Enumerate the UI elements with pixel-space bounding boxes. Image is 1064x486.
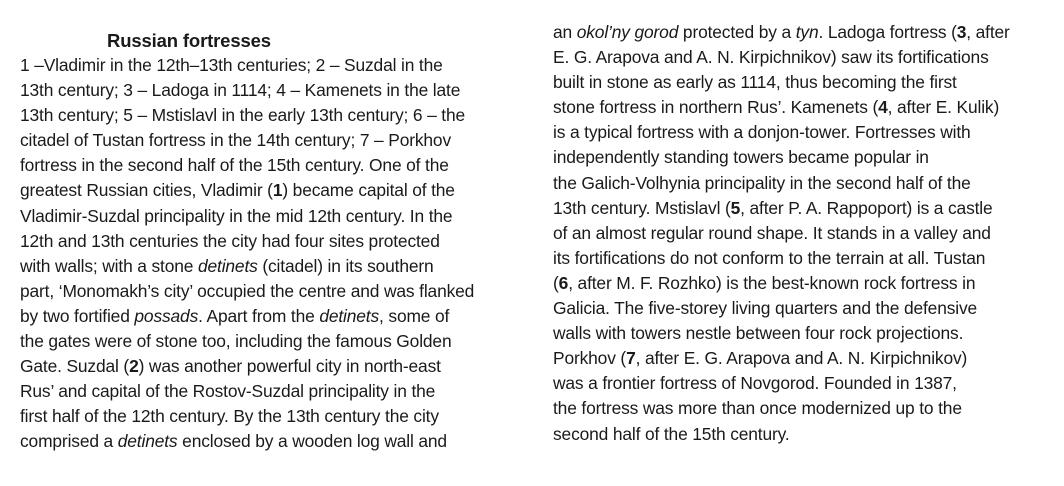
right-column-line	[553, 145, 1058, 170]
text-run: by two fortified	[20, 305, 135, 326]
figure-number: 5	[730, 197, 741, 218]
text-run: with walls; with a stone	[20, 255, 198, 276]
italic-term: detinets	[197, 255, 258, 276]
right-column-line	[553, 45, 1058, 70]
right-column-line	[553, 171, 1058, 196]
right-column-line	[553, 296, 1058, 321]
text-run: , after E. G. Arapova and A. N. Kirpichnikov)	[635, 348, 968, 369]
text-run: is a typical fortress with a donjon-tower. Fortresses with	[553, 122, 971, 143]
left-column-line	[20, 153, 525, 178]
left-column-line	[20, 229, 525, 254]
left-column-line	[20, 178, 525, 203]
text-run: Gate. Suzdal (	[20, 356, 130, 377]
right-column-text	[553, 20, 1058, 447]
text-run: the Galich-Volhynia principality in the second half of the	[553, 172, 971, 193]
left-column-line	[20, 204, 525, 229]
text-run: , after E. Kulik)	[887, 97, 1000, 118]
text-run: Porkhov (	[553, 348, 627, 369]
text-run: first half of the 12th century. By the 13th century the city	[20, 406, 439, 427]
text-run: 1 –Vladimir in the 12th–13th centuries; 2 – Suzdal in the	[20, 55, 443, 75]
text-run: independently standing towers became popular in	[553, 147, 929, 168]
left-column-line	[20, 279, 525, 304]
text-run: part, ‘Monomakh’s city’ occupied the centre and was flanked	[20, 280, 475, 301]
text-run: 13th century; 3 – Ladoga in 1114; 4 – Kamenets in the late	[20, 80, 461, 101]
text-run: , some of	[379, 305, 450, 326]
left-column-line	[20, 379, 525, 404]
text-run: fortress in the second half of the 15th century. One of the	[20, 155, 449, 176]
text-run: of an almost regular round shape. It stands in a valley and	[553, 222, 991, 243]
text-run: ) was another powerful city in north-east	[138, 356, 441, 377]
text-run: 12th and 13th centuries the city had four sites protected	[20, 230, 440, 251]
figure-number: 3	[956, 22, 967, 42]
text-run: (citadel) in its southern	[257, 255, 434, 276]
text-run: E. G. Arapova and A. N. Kirpichnikov) saw its fortifications	[553, 47, 989, 68]
left-column-line	[20, 329, 525, 354]
right-column-line	[553, 271, 1058, 296]
figure-number: 4	[878, 97, 888, 118]
figure-number: 1	[272, 180, 283, 201]
text-run: 13th century; 5 – Mstislavl in the early 13th century; 6 – the	[20, 105, 466, 126]
left-column-line	[20, 78, 525, 103]
left-column-line	[20, 354, 525, 379]
text-run: ) became capital of the	[282, 180, 455, 201]
right-column-line	[553, 396, 1058, 421]
right-column-line	[553, 70, 1058, 95]
section-title: Russian fortresses	[107, 30, 271, 51]
italic-term: okol’ny gorod	[576, 22, 679, 42]
left-column-line	[20, 128, 525, 153]
text-run: Rus’ and capital of the Rostov-Suzdal principality in the	[20, 381, 436, 402]
italic-term: possads	[134, 305, 199, 326]
left-column-line	[20, 103, 525, 128]
text-run: built in stone as early as 1114, thus becoming the first	[553, 72, 957, 93]
right-column-line	[553, 20, 1058, 45]
italic-term: detinets	[319, 305, 380, 326]
text-run: protected by a	[678, 22, 796, 42]
text-run: . Apart from the	[198, 305, 320, 326]
text-run: an	[553, 22, 577, 42]
right-column-line	[553, 246, 1058, 271]
text-run: was a frontier fortress of Novgorod. Founded in 1387,	[553, 373, 957, 394]
text-run: Vladimir-Suzdal principality in the mid 12th century. In the	[20, 205, 453, 226]
left-column-line	[20, 429, 525, 454]
left-column	[20, 28, 525, 455]
text-run: enclosed by a wooden log wall and	[177, 431, 447, 452]
text-run: walls with towers nestle between four rock projections.	[553, 323, 964, 344]
right-column-line	[553, 321, 1058, 346]
left-column-line	[20, 304, 525, 329]
figure-number: 6	[558, 272, 569, 293]
right-column-line	[553, 95, 1058, 120]
text-run: , after M. F. Rozhko) is the best-known rock fortress in	[568, 272, 976, 293]
right-column-line	[553, 221, 1058, 246]
text-run: the gates were of stone too, including the famous Golden	[20, 331, 452, 352]
right-column	[553, 20, 1058, 447]
text-run: comprised a	[20, 431, 118, 452]
text-run: (	[553, 272, 559, 293]
text-run: its fortifications do not conform to the terrain at all. Tustan	[553, 247, 986, 268]
text-run: second half of the 15th century.	[553, 423, 790, 444]
italic-term: tyn	[795, 22, 819, 42]
text-run: greatest Russian cities, Vladimir (	[20, 180, 273, 201]
left-column-text	[20, 53, 525, 455]
text-run: stone fortress in northern Rus’. Kamenets (	[553, 97, 879, 118]
left-column-line	[20, 53, 525, 78]
text-run: , after	[966, 22, 1010, 42]
left-column-line	[20, 254, 525, 279]
right-column-line	[553, 422, 1058, 447]
figure-number: 7	[626, 348, 636, 369]
text-run: . Ladoga fortress (	[818, 22, 957, 42]
right-column-line	[553, 120, 1058, 145]
text-run: 13th century. Mstislavl (	[553, 197, 731, 218]
figure-number: 2	[129, 356, 139, 377]
italic-term: detinets	[117, 431, 178, 452]
text-run: the fortress was more than once modernized up to the	[553, 398, 962, 419]
left-column-line	[20, 404, 525, 429]
text-run: , after P. A. Rappoport) is a castle	[740, 197, 993, 218]
right-column-line	[553, 371, 1058, 396]
right-column-line	[553, 196, 1058, 221]
text-run: Galicia. The five-storey living quarters and the defensive	[553, 298, 978, 319]
right-column-line	[553, 346, 1058, 371]
text-run: citadel of Tustan fortress in the 14th century; 7 – Porkhov	[20, 130, 451, 151]
